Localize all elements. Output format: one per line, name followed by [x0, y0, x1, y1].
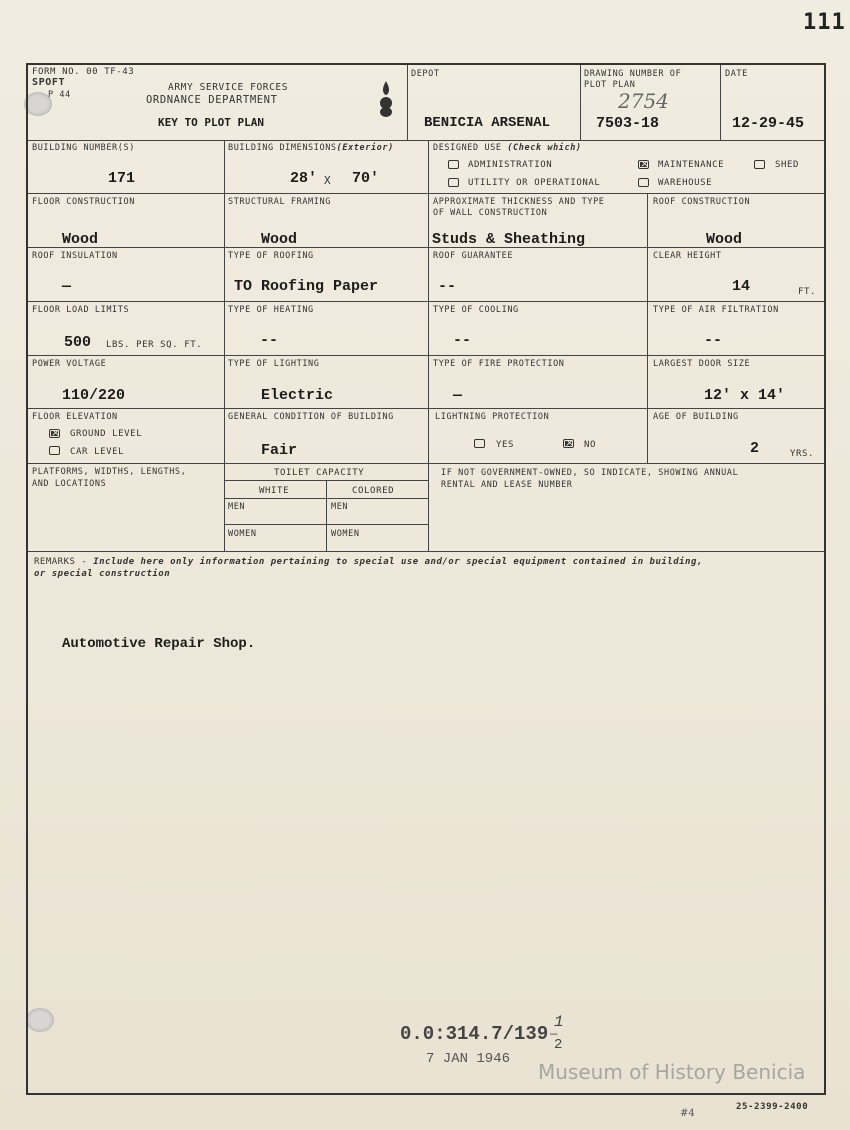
dimension-x: X — [324, 174, 332, 187]
wall-thickness-label-2: OF WALL CONSTRUCTION — [433, 208, 548, 218]
type-of-roofing-label: TYPE OF ROOFING — [228, 251, 314, 261]
govt-owned-label-1: IF NOT GOVERNMENT-OWNED, SO INDICATE, SHOWING ANNUAL — [441, 468, 739, 478]
type-of-roofing-value: TO Roofing Paper — [234, 278, 379, 295]
roof-construction-label: ROOF CONSTRUCTION — [653, 197, 751, 207]
option-shed: SHED — [775, 160, 800, 170]
age-of-building-value: 2 — [750, 440, 760, 457]
wall-thickness-value: Studs & Sheathing — [432, 231, 586, 248]
option-ground-level: GROUND LEVEL — [70, 429, 143, 439]
plot-plan-label: PLOT PLAN — [584, 80, 636, 90]
roof-guarantee-label: ROOF GUARANTEE — [433, 251, 514, 261]
option-maintenance: MAINTENANCE — [658, 160, 725, 170]
building-dimensions-width: 28' — [290, 170, 318, 187]
type-of-cooling-value: -- — [453, 332, 472, 349]
largest-door-size-label: LARGEST DOOR SIZE — [653, 359, 751, 369]
ordnance-bomb-icon — [378, 79, 394, 119]
clear-height-value: 14 — [732, 278, 751, 295]
power-voltage-value: 110/220 — [62, 387, 126, 404]
footer-code: 25-2399-2400 — [736, 1102, 809, 1112]
depot-label: DEPOT — [411, 69, 440, 79]
remarks-instruction-2: or special construction — [34, 569, 171, 579]
toilet-white-header: WHITE — [259, 486, 290, 496]
form-number: FORM NO. 00 TF-43 — [32, 67, 135, 77]
remarks-label: REMARKS - Include here only information pertaining to special use and/or special equipment contained in building, — [34, 557, 703, 567]
platforms-label-1: PLATFORMS, WIDTHS, LENGTHS, — [32, 467, 187, 477]
footer-mark: #4 — [680, 1108, 695, 1119]
museum-watermark: Museum of History Benicia — [538, 1060, 806, 1084]
structural-framing-label: STRUCTURAL FRAMING — [228, 197, 331, 207]
checkbox-utility[interactable] — [448, 178, 459, 187]
checkbox-maintenance[interactable] — [638, 160, 649, 169]
option-lightning-no: NO — [584, 440, 597, 450]
type-of-air-filtration-label: TYPE OF AIR FILTRATION — [653, 305, 779, 315]
power-voltage-label: POWER VOLTAGE — [32, 359, 107, 369]
type-of-lighting-label: TYPE OF LIGHTING — [228, 359, 320, 369]
option-administration: ADMINISTRATION — [468, 160, 553, 170]
roof-construction-value: Wood — [706, 231, 743, 248]
largest-door-size-value: 12' x 14' — [704, 387, 786, 404]
building-dimensions-length: 70' — [352, 170, 380, 187]
platforms-label-2: AND LOCATIONS — [32, 479, 107, 489]
toilet-colored-women: WOMEN — [331, 529, 360, 539]
accession-stamp-fraction-bottom: 2 — [554, 1037, 563, 1053]
floor-construction-value: Wood — [62, 231, 99, 248]
toilet-capacity-label: TOILET CAPACITY — [274, 468, 365, 478]
fraction-line: — — [550, 1027, 558, 1041]
accession-stamp-date: 7 JAN 1946 — [426, 1051, 511, 1067]
accession-stamp-fraction-top: 1 — [554, 1013, 564, 1031]
ordnance-department: ORDNANCE DEPARTMENT — [146, 94, 278, 106]
checkbox-warehouse[interactable] — [638, 178, 649, 187]
govt-owned-label-2: RENTAL AND LEASE NUMBER — [441, 480, 573, 490]
remarks-text: Automotive Repair Shop. — [62, 636, 256, 652]
depot-value: BENICIA ARSENAL — [424, 115, 551, 131]
structural-framing-value: Wood — [261, 231, 298, 248]
clear-height-label: CLEAR HEIGHT — [653, 251, 722, 261]
form-title: KEY TO PLOT PLAN — [158, 116, 264, 129]
floor-load-limits-unit: LBS. PER SQ. FT. — [106, 340, 203, 350]
floor-load-limits-value: 500 — [64, 334, 92, 351]
toilet-colored-header: COLORED — [352, 486, 395, 496]
plot-plan-form — [26, 63, 826, 1095]
type-of-fire-protection-label: TYPE OF FIRE PROTECTION — [433, 359, 565, 369]
page-number: 111 — [803, 10, 846, 35]
building-numbers-value: 171 — [108, 170, 136, 187]
building-dimensions-label: BUILDING DIMENSIONS(Exterior) — [228, 143, 394, 153]
building-numbers-label: BUILDING NUMBER(S) — [32, 143, 135, 153]
date-label: DATE — [725, 69, 748, 79]
checkbox-car-level[interactable] — [49, 446, 60, 455]
type-of-air-filtration-value: -- — [704, 332, 723, 349]
type-of-lighting-value: Electric — [261, 387, 334, 404]
roof-insulation-value: — — [62, 278, 72, 295]
floor-load-limits-label: FLOOR LOAD LIMITS — [32, 305, 130, 315]
age-of-building-unit: YRS. — [790, 449, 815, 459]
option-lightning-yes: YES — [496, 440, 515, 450]
accession-stamp-number: 0.0:314.7/139 — [400, 1023, 549, 1045]
roof-guarantee-value: -- — [438, 278, 457, 295]
designed-use-label: DESIGNED USE (Check which) — [433, 143, 582, 153]
toilet-white-men: MEN — [228, 502, 246, 512]
drawing-number-label: DRAWING NUMBER OF — [584, 69, 682, 79]
lightning-protection-label: LIGHTNING PROTECTION — [435, 412, 550, 422]
type-of-heating-label: TYPE OF HEATING — [228, 305, 314, 315]
spoft-label: SPOFT — [32, 77, 66, 88]
roof-insulation-label: ROOF INSULATION — [32, 251, 118, 261]
general-condition-value: Fair — [261, 442, 298, 459]
drawing-number-handwritten: 2754 — [618, 89, 669, 113]
clear-height-unit: FT. — [798, 287, 817, 297]
checkbox-lightning-no[interactable] — [563, 439, 574, 448]
checkbox-administration[interactable] — [448, 160, 459, 169]
floor-elevation-label: FLOOR ELEVATION — [32, 412, 118, 422]
type-of-heating-value: -- — [260, 332, 279, 349]
drawing-number-value: 7503-18 — [596, 115, 660, 132]
toilet-white-women: WOMEN — [228, 529, 257, 539]
option-utility: UTILITY OR OPERATIONAL — [468, 178, 601, 188]
age-of-building-label: AGE OF BUILDING — [653, 412, 739, 422]
toilet-colored-men: MEN — [331, 502, 349, 512]
general-condition-label: GENERAL CONDITION OF BUILDING — [228, 412, 394, 422]
date-value: 12-29-45 — [732, 115, 805, 132]
checkbox-ground-level[interactable] — [49, 429, 60, 438]
option-warehouse: WAREHOUSE — [658, 178, 713, 188]
type-of-cooling-label: TYPE OF COOLING — [433, 305, 519, 315]
sub-form-number: P 44 — [48, 90, 71, 100]
army-service-forces: ARMY SERVICE FORCES — [168, 82, 289, 93]
checkbox-shed[interactable] — [754, 160, 765, 169]
wall-thickness-label-1: APPROXIMATE THICKNESS AND TYPE — [433, 197, 605, 207]
floor-construction-label: FLOOR CONSTRUCTION — [32, 197, 135, 207]
checkbox-lightning-yes[interactable] — [474, 439, 485, 448]
type-of-fire-protection-value: — — [453, 387, 463, 404]
option-car-level: CAR LEVEL — [70, 447, 125, 457]
